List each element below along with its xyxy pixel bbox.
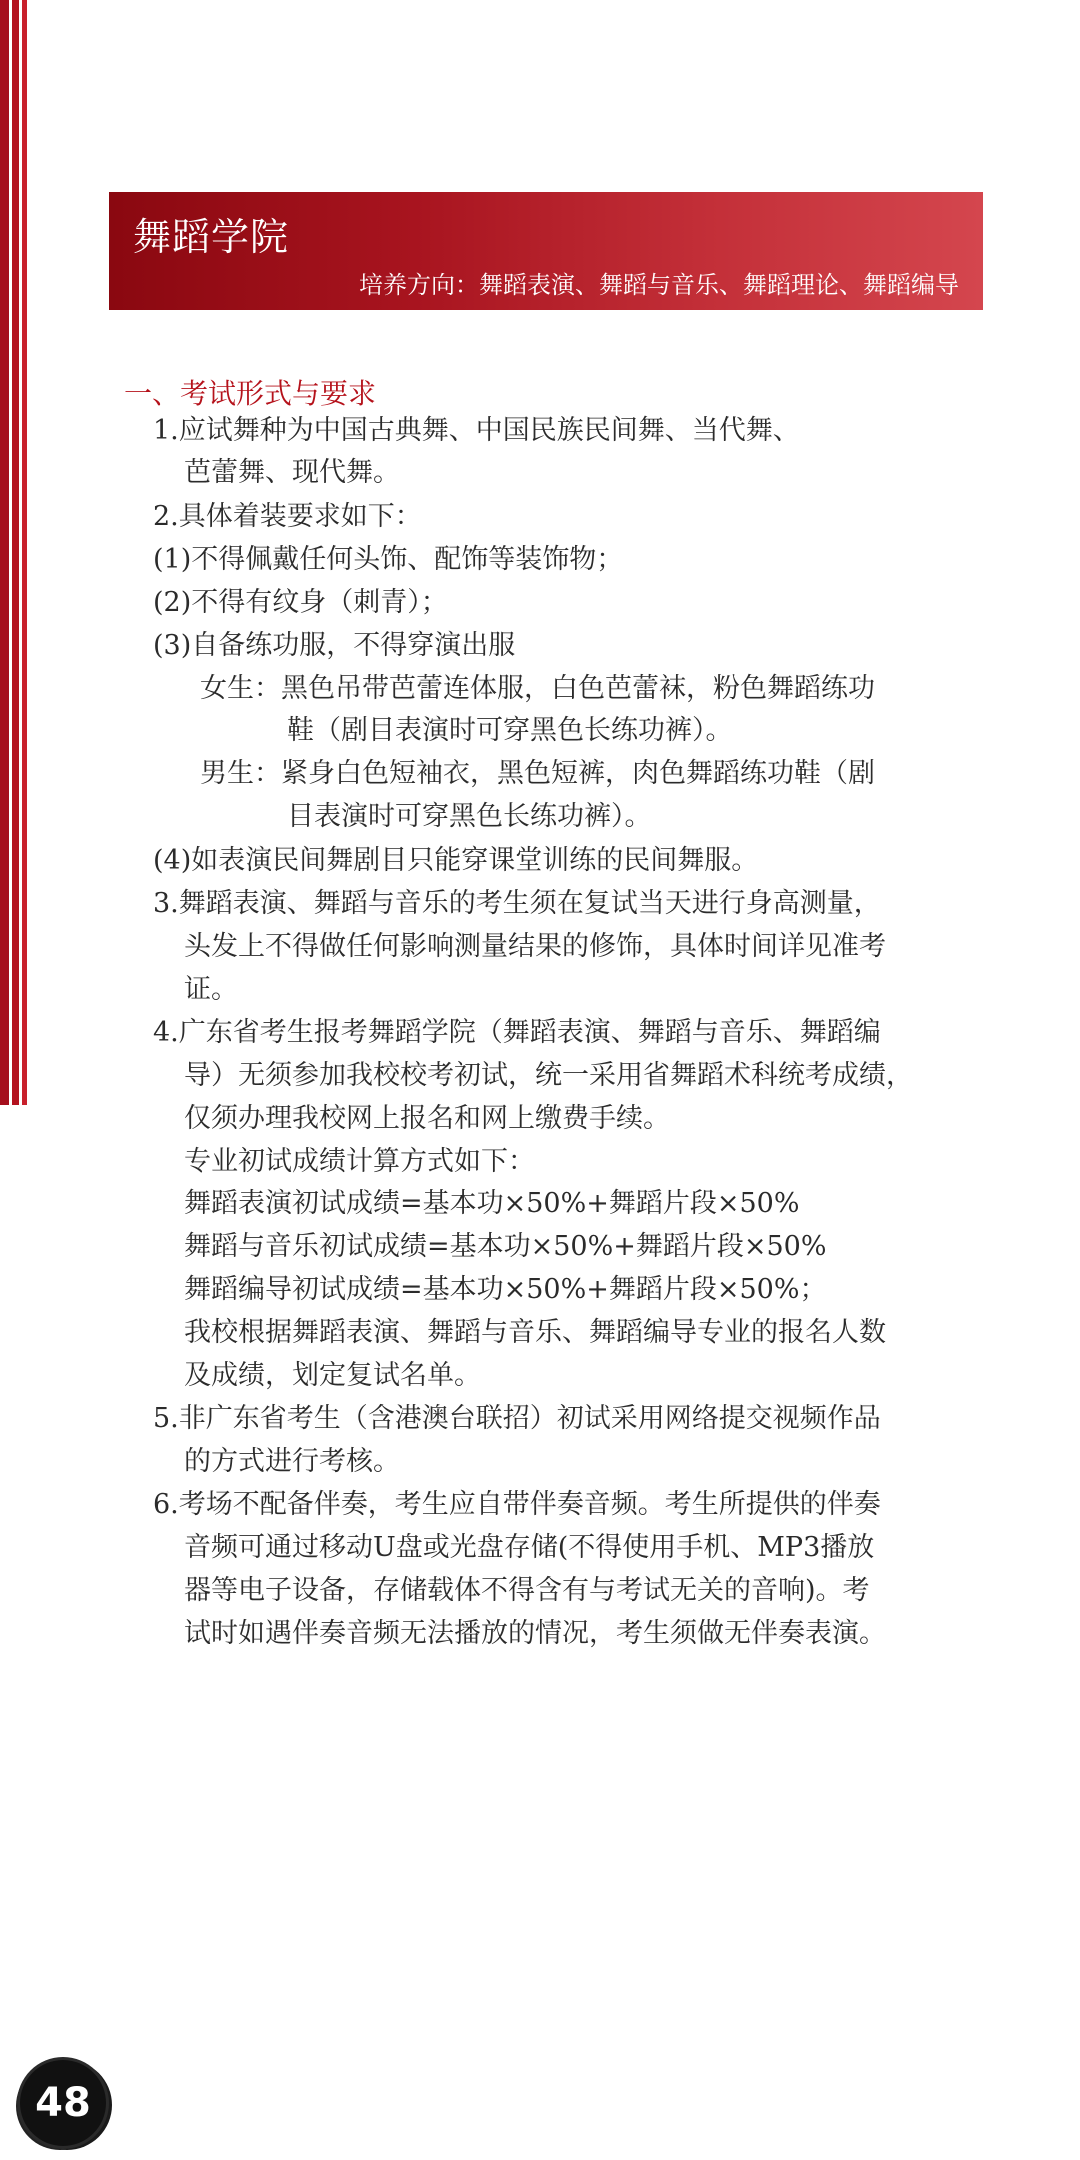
text-line: 男生：紧身白色短袖衣，黑色短裤，肉色舞蹈练功鞋（剧 <box>200 758 875 789</box>
text-line: 音频可通过移动U盘或光盘存储(不得使用手机、MP3播放 <box>184 1532 875 1563</box>
text-line: 2.具体着装要求如下： <box>153 501 422 532</box>
text-line: (3)自备练功服，不得穿演出服 <box>153 630 516 661</box>
text-line: 专业初试成绩计算方式如下： <box>184 1146 535 1177</box>
text-line: 鞋（剧目表演时可穿黑色长练功裤）。 <box>287 715 733 746</box>
spine-bar <box>12 0 19 1105</box>
text-line: 头发上不得做任何影响测量结果的修饰，具体时间详见准考 <box>184 931 886 962</box>
text-line: 3.舞蹈表演、舞蹈与音乐的考生须在复试当天进行身高测量， <box>153 888 881 919</box>
text-line: 1.应试舞种为中国古典舞、中国民族民间舞、当代舞、 <box>153 415 800 446</box>
page-number-badge <box>20 2060 106 2146</box>
text-line: (2)不得有纹身（刺青）； <box>153 587 448 618</box>
text-line: 仅须办理我校网上报名和网上缴费手续。 <box>184 1103 670 1134</box>
text-line: 我校根据舞蹈表演、舞蹈与音乐、舞蹈编导专业的报名人数 <box>184 1317 886 1348</box>
text-line: 器等电子设备，存储载体不得含有与考试无关的音响)。考 <box>184 1575 870 1606</box>
section-banner <box>109 192 983 310</box>
text-line: 5.非广东省考生（含港澳台联招）初试采用网络提交视频作品 <box>153 1403 881 1434</box>
text-line: (4)如表演民间舞剧目只能穿课堂训练的民间舞服。 <box>153 845 759 876</box>
text-line: 芭蕾舞、现代舞。 <box>184 457 400 488</box>
spine-bar <box>0 0 9 1105</box>
page-number: 48 <box>35 2080 91 2126</box>
text-line: 目表演时可穿黑色长练功裤）。 <box>287 801 652 832</box>
text-line: 导）无须参加我校校考初试，统一采用省舞蹈术科统考成绩， <box>184 1060 913 1091</box>
text-line: 6.考场不配备伴奏，考生应自带伴奏音频。考生所提供的伴奏 <box>153 1489 881 1520</box>
text-line: 证。 <box>184 974 238 1005</box>
text-line: 及成绩，划定复试名单。 <box>184 1360 481 1391</box>
spine-bar <box>22 0 27 1105</box>
text-line: 的方式进行考核。 <box>184 1446 400 1477</box>
section-heading: 一、考试形式与要求 <box>124 377 377 410</box>
banner-title: 舞蹈学院 <box>133 215 290 259</box>
text-line: 女生：黑色吊带芭蕾连体服，白色芭蕾袜，粉色舞蹈练功 <box>200 673 875 704</box>
text-line: 舞蹈编导初试成绩=基本功×50%+舞蹈片段×50%； <box>184 1274 827 1305</box>
text-line: 舞蹈与音乐初试成绩=基本功×50%+舞蹈片段×50% <box>184 1231 827 1262</box>
banner-subtitle: 培养方向：舞蹈表演、舞蹈与音乐、舞蹈理论、舞蹈编导 <box>359 271 959 299</box>
text-line: (1)不得佩戴任何头饰、配饰等装饰物； <box>153 544 624 575</box>
text-line: 舞蹈表演初试成绩=基本功×50%+舞蹈片段×50% <box>184 1188 800 1219</box>
text-line: 试时如遇伴奏音频无法播放的情况，考生须做无伴奏表演。 <box>184 1618 886 1649</box>
text-line: 4.广东省考生报考舞蹈学院（舞蹈表演、舞蹈与音乐、舞蹈编 <box>153 1017 881 1048</box>
